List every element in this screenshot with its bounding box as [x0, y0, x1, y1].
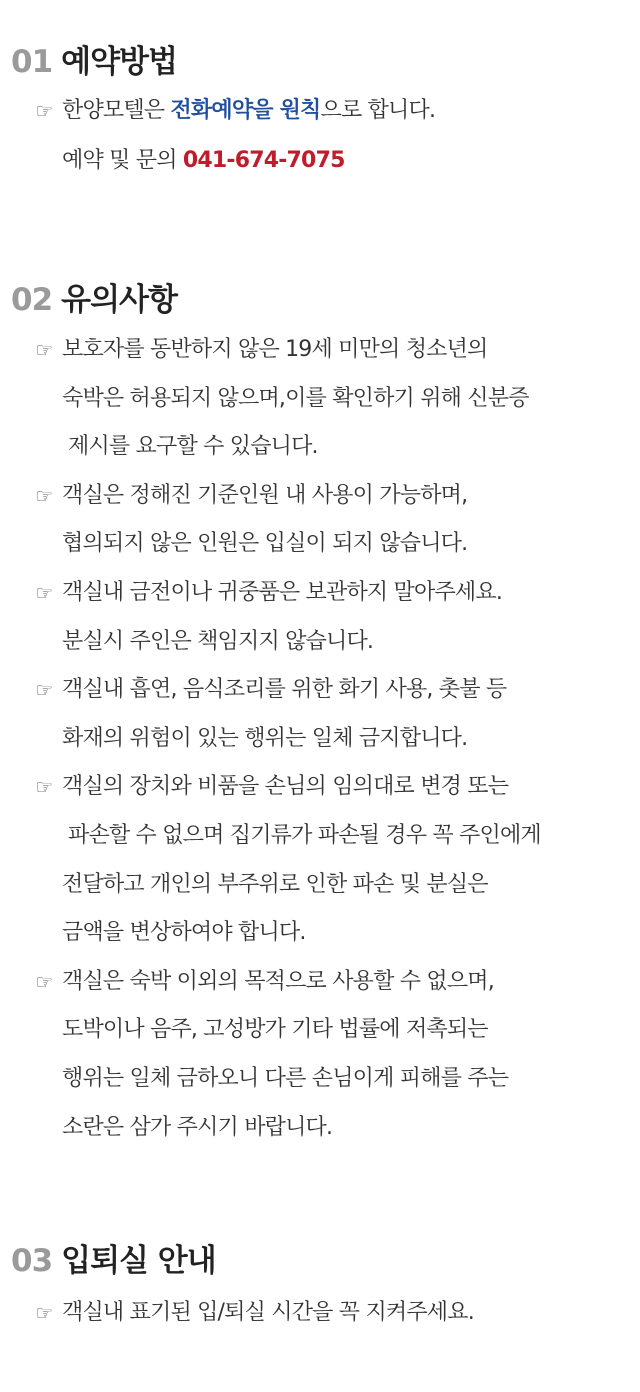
list-item-text: 객실은 정해진 기준인원 내 사용이 가능하며, — [62, 482, 468, 508]
section-name: 예약방법 — [61, 44, 177, 80]
pointing-hand-icon: ☞ — [35, 483, 53, 508]
pointing-hand-icon: ☞ — [35, 969, 53, 994]
list-item-text: 행위는 일체 금하오니 다른 손님이게 피해를 주는 — [62, 1066, 509, 1091]
section-number: 01 — [11, 44, 53, 80]
list-item-text: 소란은 삼가 주시기 바랍니다. — [62, 1114, 333, 1140]
pointing-hand-icon: ☞ — [35, 775, 53, 800]
section-number: 02 — [11, 282, 53, 318]
list-item-text: 도박이나 음주, 고성방가 기타 법률에 저촉되는 — [62, 1017, 488, 1043]
reservation-text: 한양모텔은 — [62, 98, 171, 123]
list-item-text: 객실내 흡연, 음식조리를 위한 화기 사용, 촛불 등 — [62, 677, 507, 703]
pointing-hand-icon: ☞ — [35, 99, 53, 123]
list-item-text: 객실은 숙박 이외의 목적으로 사용할 수 없으며, — [62, 968, 494, 994]
list-item-text: 금액을 변상하여야 합니다. — [62, 920, 306, 946]
pointing-hand-icon: ☞ — [35, 581, 53, 605]
list-item-text: 전달하고 개인의 부주위로 인한 파손 및 분실은 — [62, 871, 488, 897]
list-item-text: 숙박은 허용되지 않으며,이를 확인하기 위해 신분증 — [62, 385, 529, 411]
list-item-text: 보호자를 동반하지 않은 19세 미만의 청소년의 — [62, 337, 488, 362]
list-item-text: 파손할 수 없으며 집기류가 파손될 경우 꼭 주인에게 — [68, 823, 541, 848]
list-item-text: 분실시 주인은 책임지지 않습니다. — [62, 628, 374, 654]
list-item-text: 화재의 위험이 있는 행위는 일체 금지합니다. — [62, 725, 468, 751]
section-name: 유의사항 — [61, 282, 177, 318]
section-number: 03 — [11, 1243, 53, 1279]
pointing-hand-icon: ☞ — [35, 1301, 53, 1325]
section-title — [11, 280, 177, 320]
reservation-highlight: 전화예약을 원칙 — [170, 98, 321, 123]
list-item-text: 제시를 요구할 수 있습니다. — [68, 434, 318, 460]
list-item-text: 객실내 금전이나 귀중품은 보관하지 말아주세요. — [62, 580, 503, 605]
list-item-text: 객실의 장치와 비품을 손님의 임의대로 변경 또는 — [62, 774, 509, 800]
list-item-text: 객실내 표기된 입/퇴실 시간을 꼭 지켜주세요. — [62, 1300, 474, 1325]
section-name: 입퇴실 안내 — [61, 1243, 216, 1279]
section-title — [11, 42, 177, 82]
section-title — [11, 1241, 216, 1281]
pointing-hand-icon: ☞ — [35, 338, 53, 362]
reservation-text-suffix: 으로 합니다. — [320, 98, 436, 123]
list-item-text: 협의되지 않은 인원은 입실이 되지 않습니다. — [62, 531, 468, 557]
phone-number[interactable]: 041-674-7075 — [182, 148, 345, 173]
contact-label: 예약 및 문의 — [62, 148, 183, 173]
pointing-hand-icon: ☞ — [35, 678, 53, 703]
